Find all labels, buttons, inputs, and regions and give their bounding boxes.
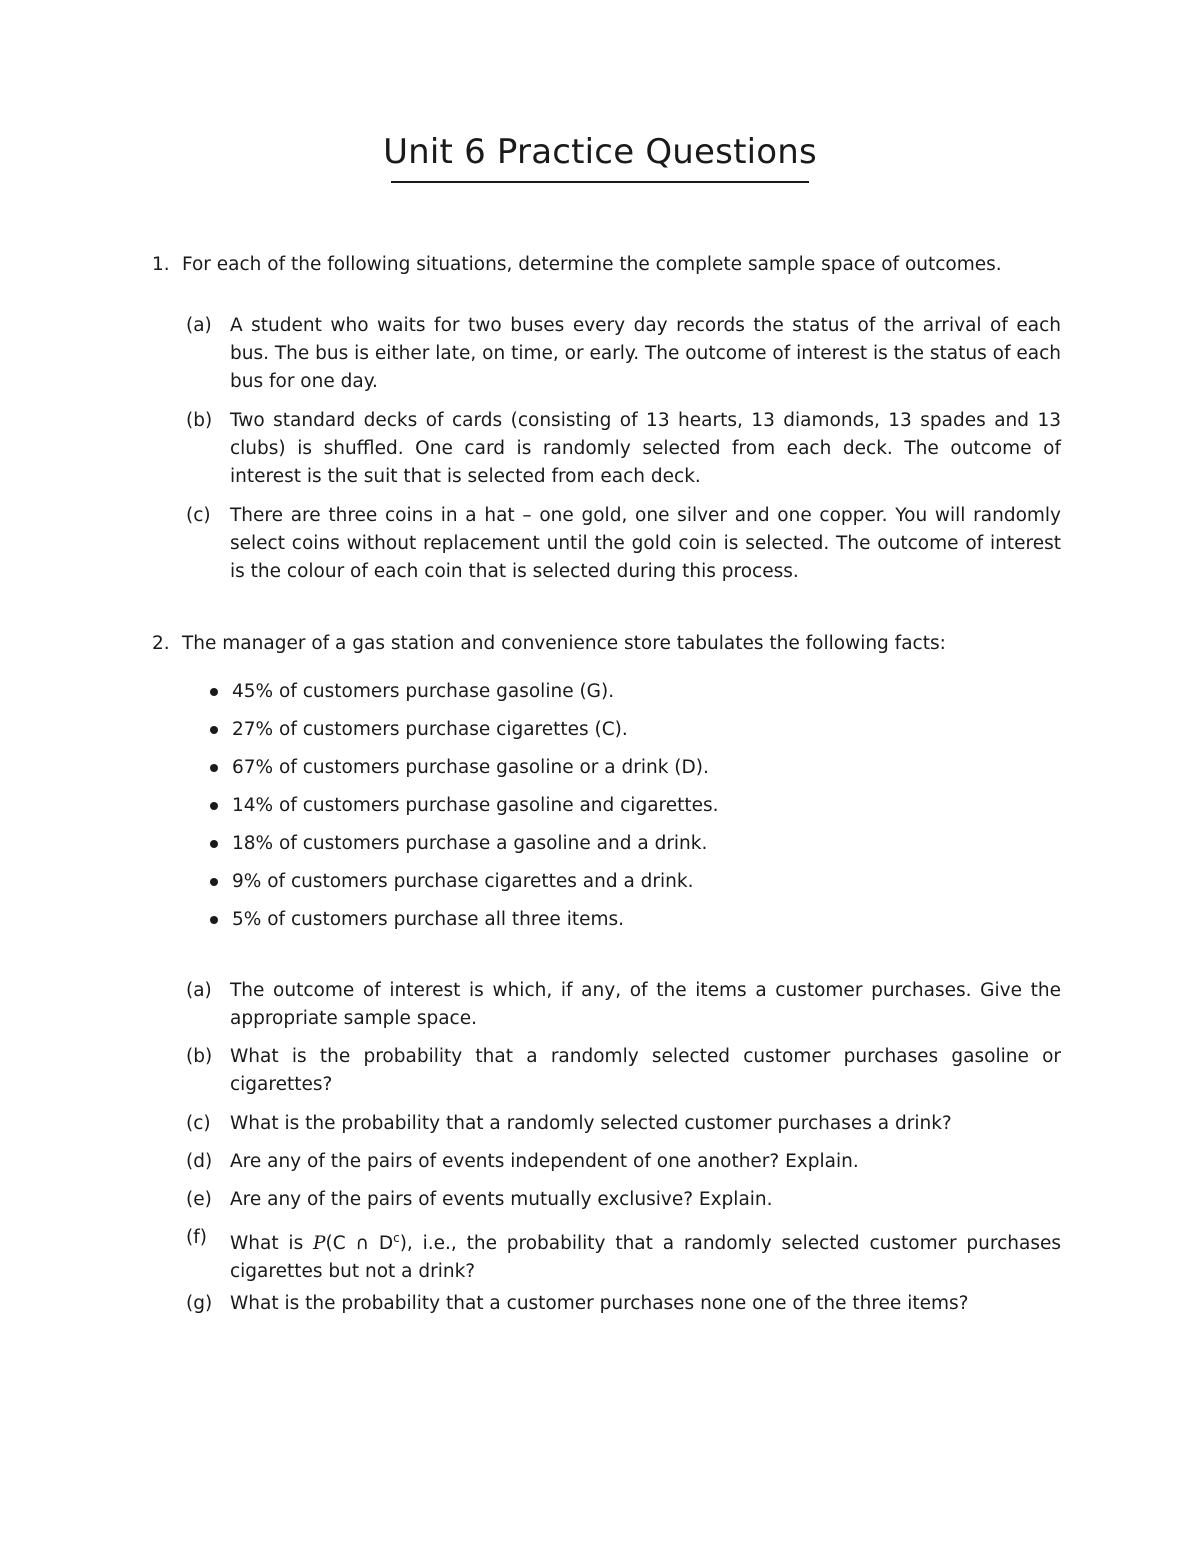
math-expression: (C ∩ D <box>325 1233 394 1255</box>
fact-text: 27% of customers purchase cigarettes (C). <box>232 719 628 740</box>
question-2-part-a <box>186 977 1061 1033</box>
part-label: (d) <box>186 1151 213 1172</box>
bullet-icon <box>210 764 218 772</box>
fact-item <box>210 716 1050 744</box>
question-2-part-c <box>186 1110 1061 1138</box>
question-2 <box>152 630 1062 658</box>
question-2-part-f <box>186 1224 1061 1286</box>
fact-item <box>210 830 1050 858</box>
fact-text: 67% of customers purchase gasoline or a drink (D). <box>232 757 709 778</box>
question-1-part-a <box>186 312 1061 396</box>
part-label: (c) <box>186 1113 211 1134</box>
title-underline <box>391 181 809 183</box>
part-text: What is the probability that a randomly selected customer purchases gasoline or cigarettes? <box>230 1046 1061 1095</box>
part-label: (b) <box>186 1046 213 1067</box>
part-text-suffix: , i.e., the probability that a randomly selected customer purchases cigarettes but not a drink? <box>230 1233 1061 1283</box>
part-label: (b) <box>186 410 213 431</box>
fact-item <box>210 678 1050 706</box>
fact-text: 45% of customers purchase gasoline (G). <box>232 681 615 702</box>
math-complement-superscript: c <box>393 1231 400 1245</box>
part-text-prefix: What is <box>230 1233 314 1255</box>
fact-item <box>210 792 1050 820</box>
question-1-part-b <box>186 407 1061 491</box>
bullet-icon <box>210 878 218 886</box>
fact-item <box>210 868 1050 896</box>
part-label: (a) <box>186 315 212 336</box>
fact-text: 18% of customers purchase a gasoline and a drink. <box>232 833 708 854</box>
bullet-icon <box>210 726 218 734</box>
part-label: (f) <box>186 1227 207 1248</box>
question-text: For each of the following situations, determine the complete sample space of outcomes. <box>182 254 1002 275</box>
question-2-part-e <box>186 1186 1061 1214</box>
fact-text: 5% of customers purchase all three items. <box>232 909 625 930</box>
question-2-part-g <box>186 1290 1061 1318</box>
question-2-part-b <box>186 1043 1061 1099</box>
part-label: (g) <box>186 1293 213 1314</box>
part-text: What is the probability that a randomly selected customer purchases a drink? <box>230 1113 952 1134</box>
part-text <box>230 1224 1061 1286</box>
page-title: Unit 6 Practice Questions <box>383 132 817 172</box>
fact-text: 14% of customers purchase gasoline and cigarettes. <box>232 795 719 816</box>
part-text: Are any of the pairs of events mutually exclusive? Explain. <box>230 1189 773 1210</box>
part-text: There are three coins in a hat – one gold, one silver and one copper. You will randomly select coins without replacement until the gold coin is selected. The outcome of interest is the colour of each coin that is selected during this process. <box>230 505 1061 582</box>
part-text: A student who waits for two buses every day records the status of the arrival of each bus. The bus is either late, on time, or early. The outcome of interest is the status of each bus for one day. <box>230 315 1061 392</box>
part-label: (c) <box>186 505 211 526</box>
part-text: Are any of the pairs of events independent of one another? Explain. <box>230 1151 859 1172</box>
bullet-icon <box>210 840 218 848</box>
fact-item <box>210 906 1050 934</box>
question-1-part-c <box>186 502 1061 586</box>
fact-text: 9% of customers purchase cigarettes and a drink. <box>232 871 694 892</box>
part-label: (e) <box>186 1189 212 1210</box>
bullet-icon <box>210 802 218 810</box>
question-number: 2. <box>152 633 170 654</box>
part-text: The outcome of interest is which, if any, of the items a customer purchases. Give the appropriate sample space. <box>230 980 1061 1029</box>
part-text: Two standard decks of cards (consisting of 13 hearts, 13 diamonds, 13 spades and 13 clubs) is shuffled. One card is randomly selected from each deck. The outcome of interest is the suit that is selected from each deck. <box>230 410 1061 487</box>
question-1 <box>152 251 1062 279</box>
math-close-paren: ) <box>399 1233 407 1255</box>
question-number: 1. <box>152 254 170 275</box>
fact-item <box>210 754 1050 782</box>
question-2-part-d <box>186 1148 1061 1176</box>
bullet-icon <box>210 916 218 924</box>
math-probability-symbol: P <box>313 1233 326 1255</box>
bullet-icon <box>210 688 218 696</box>
question-text: The manager of a gas station and convenience store tabulates the following facts: <box>182 633 946 654</box>
part-label: (a) <box>186 980 212 1001</box>
part-text: What is the probability that a customer purchases none one of the three items? <box>230 1293 969 1314</box>
